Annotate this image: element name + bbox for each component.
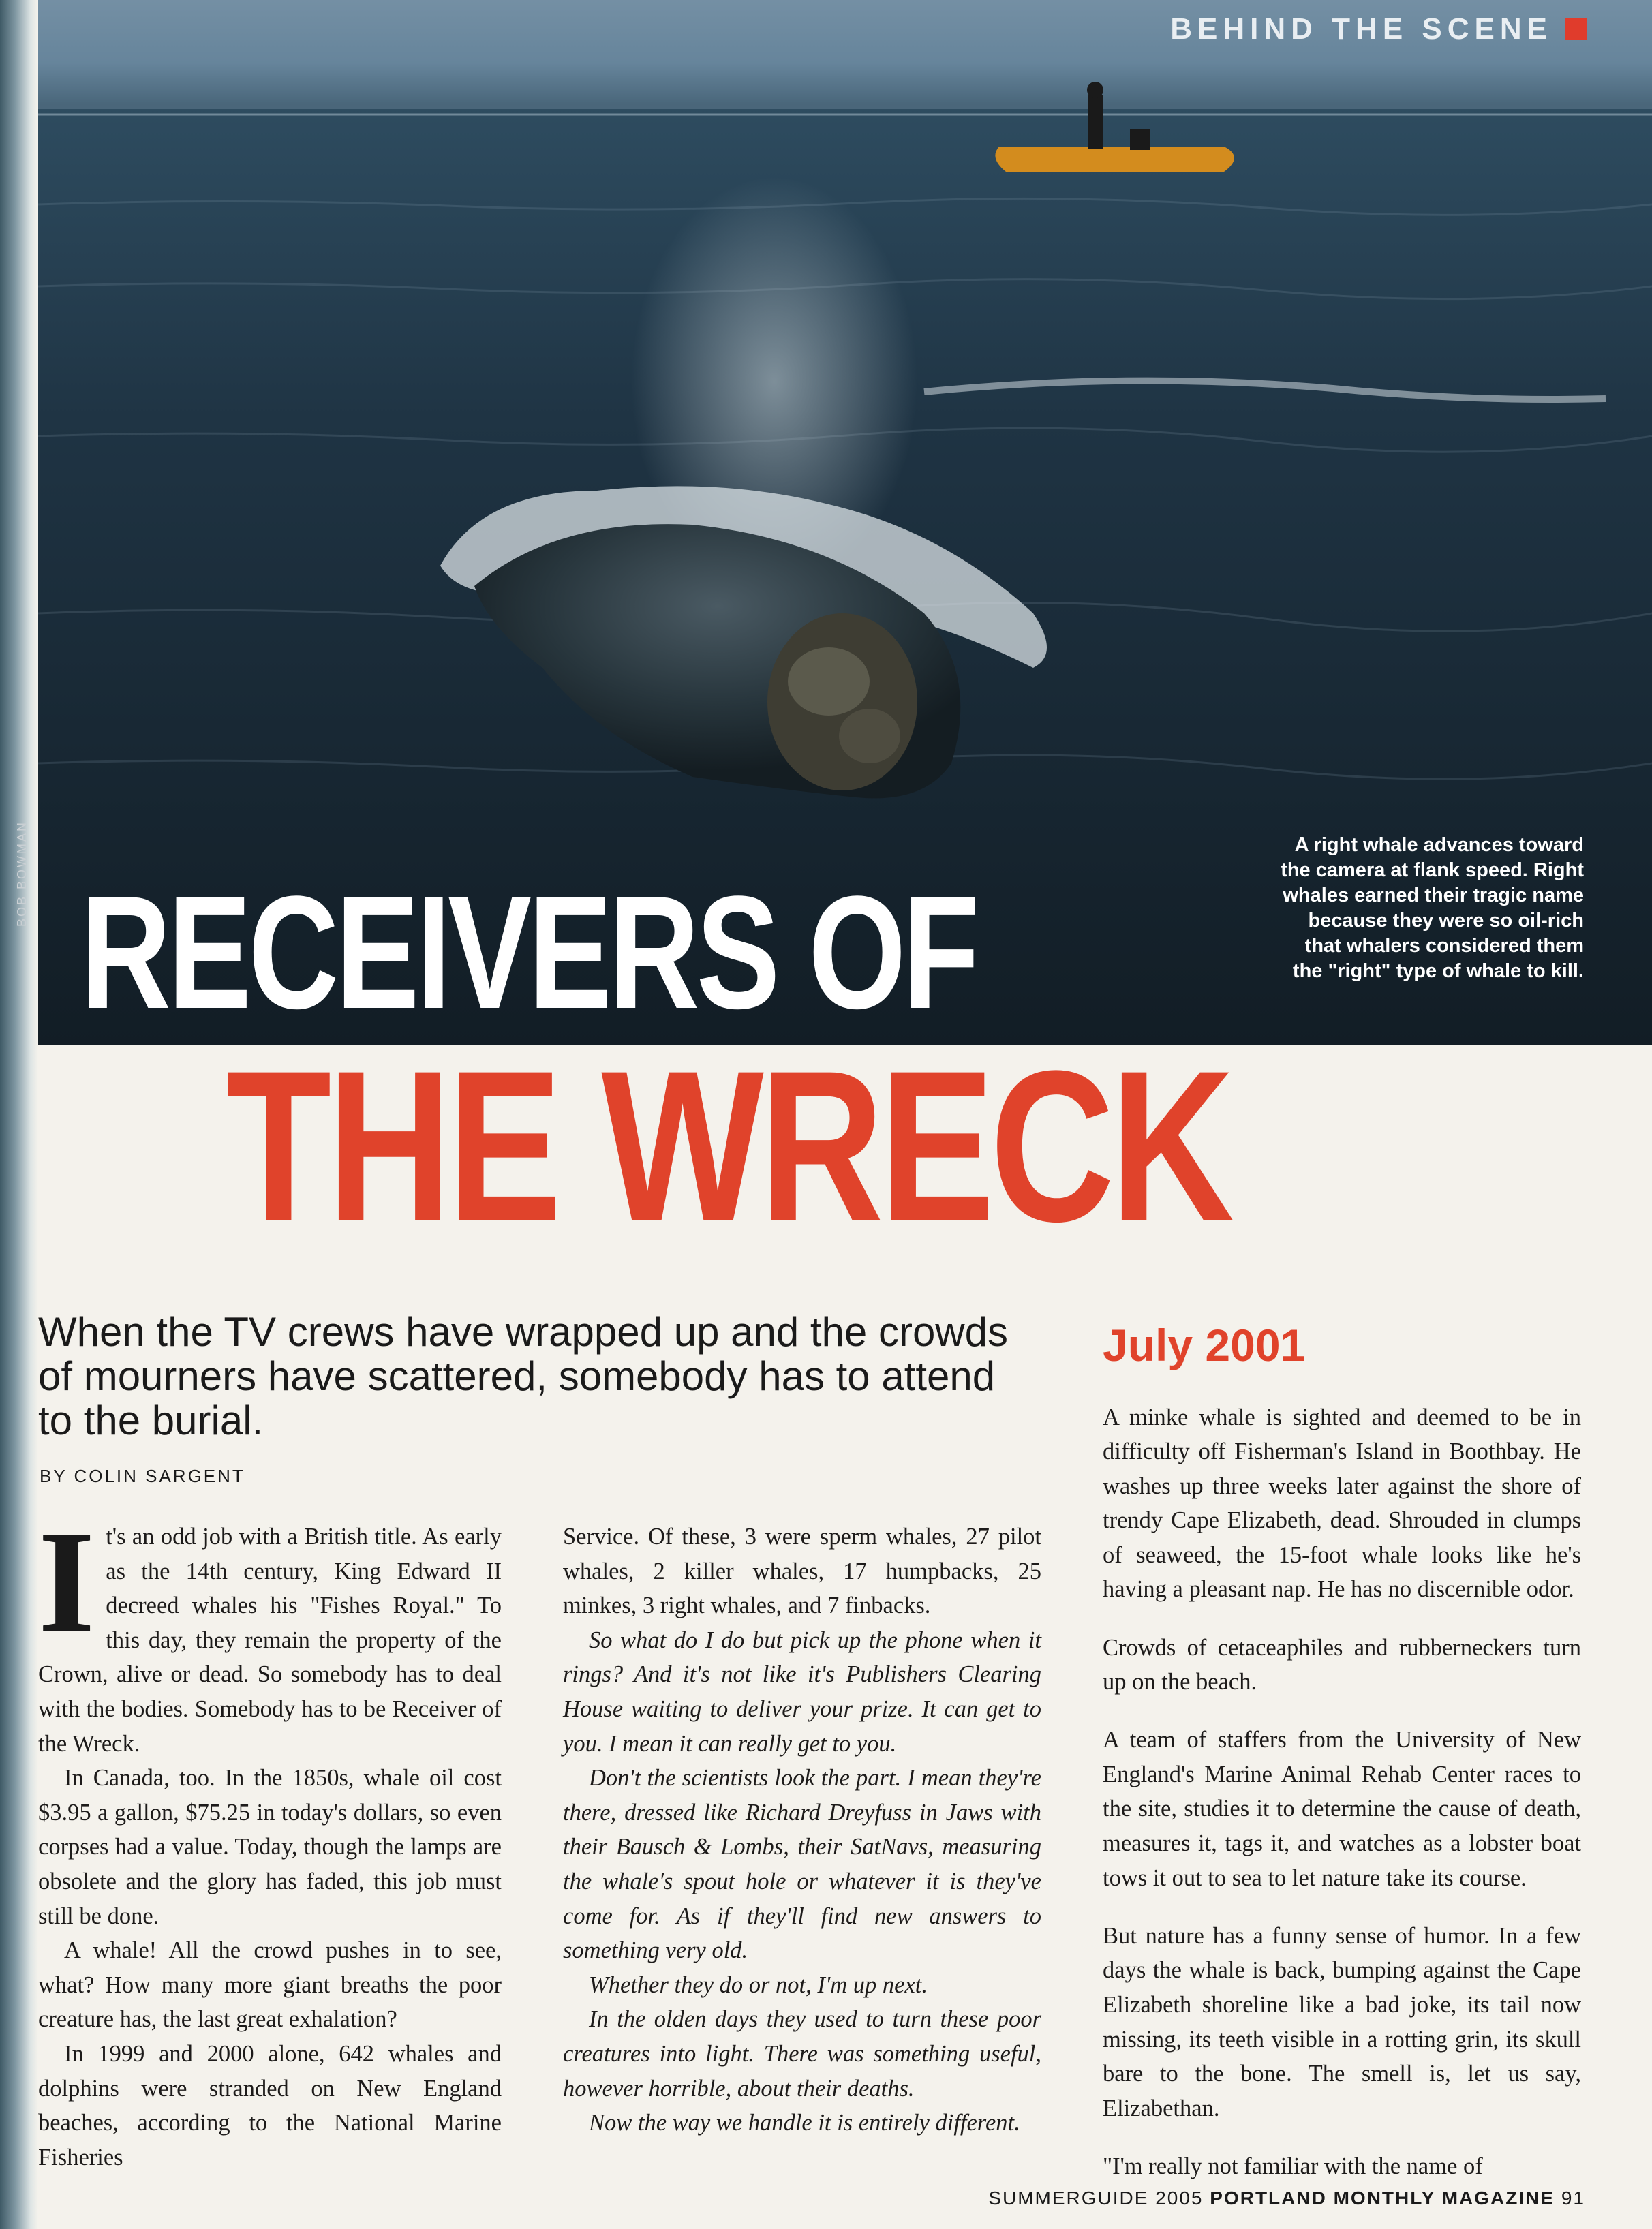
article-paragraph: But nature has a funny sense of humor. In a few days the whale is back, bumping against the Cape Elizabeth shoreline like a bad joke, its tail now missing, its teeth visible in a rotting grin, its skull bare to the bone. The smell is, let us say, Elizabethan. [1103, 1922, 1581, 2121]
article-paragraph: In 1999 and 2000 alone, 642 whales and dolphins were stranded on New England beaches, according to the National Marine Fisheries [38, 2040, 502, 2170]
headline-line-1: RECEIVERS OF [80, 863, 977, 1043]
article-paragraph: Now the way we handle it is entirely different. [589, 2110, 1020, 2136]
article-column-3 [1103, 1377, 1581, 2207]
adjacent-page-edge [0, 0, 38, 2229]
article-paragraph: In the olden days they used to turn these poor creatures into light. There was something useful, however horrible, about their deaths. [563, 2006, 1041, 2102]
article-paragraph: It's an odd job with a British title. As early as the 14th century, King Edward II decreed whales his "Fishes Royal." To this day, they remain the property of the Crown, alive or dead. So somebody has to deal with the bodies. Somebody has to be Receiver of the Wreck. [38, 1501, 502, 1757]
byline: BY COLIN SARGENT [40, 1466, 245, 1486]
photo-credit: BOB BOWMAN [15, 820, 29, 927]
article-paragraph: Service. Of these, 3 were sperm whales, 27 pilot whales, 2 killer whales, 17 humpbacks, 25 minkes, 3 right whales, and 7 finbacks. [563, 1524, 1041, 1619]
article-paragraph: In Canada, too. In the 1850s, whale oil cost $3.95 a gallon, $75.25 in today's dollars, so even corpses had a value. Today, though the lamps are obsolete and the glory has faded, this job must still be done. [38, 1765, 502, 1929]
section-marker-square [1565, 18, 1587, 40]
article-paragraph: Whether they do or not, I'm up next. [589, 1971, 928, 1998]
photo-caption: A right whale advances toward the camera at flank speed. Right whales earned their tragic name because they were so oil-rich that whalers considered them the "right" type of whale to kill. [1281, 834, 1584, 982]
article-paragraph: A minke whale is sighted and deemed to be in difficulty off Fisherman's Island in Boothbay. He washes up three weeks later against the shore of trendy Cape Elizabeth, dead. Shrouded in clumps of seaweed, the 15-foot whale looks like he's having a pleasant nap. He has no discernible odor. [1103, 1404, 1581, 1603]
article-paragraph: A team of staffers from the University of New England's Marine Animal Rehab Center races to the site, studies it to determine the cause of death, measures it, tags it, and watches as a lobster boat tows it out to sea to let nature take its course. [1103, 1727, 1581, 1891]
deck-subtitle: When the TV crews have wrapped up and the crowds of mourners have scattered, somebody has to attend to the burial. [38, 1309, 1009, 1443]
drop-cap: I [38, 1501, 95, 1663]
headline-line-2: THE WRECK [226, 1026, 1231, 1266]
article-paragraph: Crowds of cetaceaphiles and rubberneckers turn up on the beach. [1103, 1634, 1581, 1695]
article-paragraph: A whale! All the crowd pushes in to see, what? How many more giant breaths the poor creature has, the last great exhalation? [38, 1937, 502, 2033]
article-paragraph: Don't the scientists look the part. I mean they're there, dressed like Richard Dreyfuss in Jaws with their Bausch & Lombs, their SatNavs, measuring the whale's spout hole or whatever it is they've come for. As if they'll find new answers to something very old. [563, 1765, 1041, 1964]
section-subhead: July 2001 [1103, 1320, 1306, 1370]
section-label: BEHIND THE SCENE [1170, 12, 1587, 46]
page-footer [988, 2187, 1585, 2209]
article-paragraph: So what do I do but pick up the phone when it rings? And it's not like it's Publishers Clearing House waiting to deliver your prize. It can get to you. I mean it can really get to you. [563, 1627, 1041, 1757]
article-paragraph: "I'm really not familiar with the name of [1103, 2153, 1483, 2179]
footer-issue: SUMMERGUIDE 2005 [988, 2187, 1204, 2209]
article-column-2 [563, 1520, 1041, 2140]
page-number: 91 [1561, 2187, 1585, 2209]
footer-magazine: PORTLAND MONTHLY MAGAZINE [1210, 2187, 1555, 2209]
article-column-1 [38, 1501, 502, 2174]
